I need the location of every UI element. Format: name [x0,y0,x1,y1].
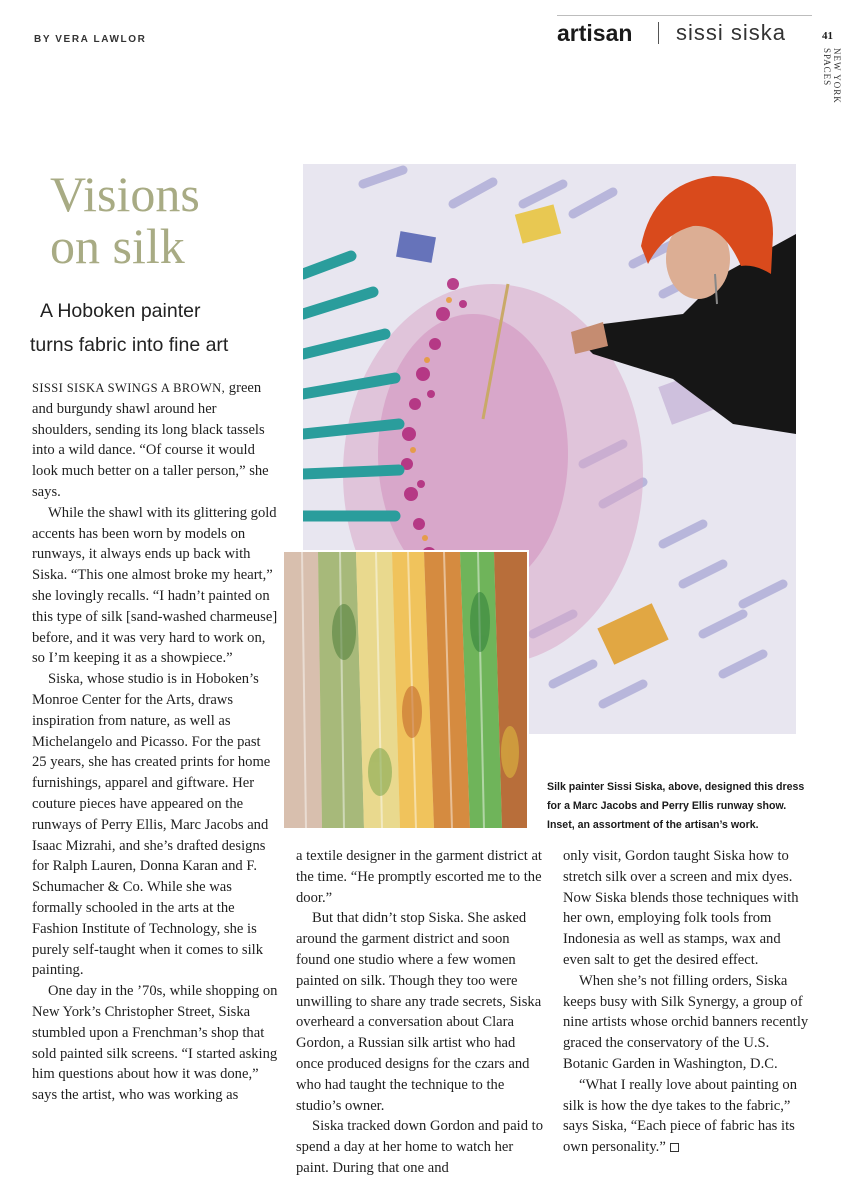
body-paragraph: When she’s not filling orders, Siska keeps busy with Silk Synergy, a group of nine artists whose orchid banners recently graced the conservatory of the U.S. Botanic Garden in Washington, D.C. [563,972,809,1072]
body-paragraph [32,378,278,503]
header-divider [658,22,659,44]
body-text: green and burgundy shawl around her shoulders, sending its long black tassels into a wild dance. “Of course it would look much better on a taller person,” she says. [32,380,269,500]
body-paragraph: Siska tracked down Gordon and paid to spend a day at her home to watch her paint. During that one and [296,1118,544,1176]
lead-in-caps: SISSI SISKA SWINGS A BROWN, [32,381,226,395]
body-column-1 [32,378,278,1106]
deck [30,294,305,362]
inset-photo [282,550,529,830]
body-paragraph: a textile designer in the garment district at the time. “He promptly escorted me to the door.” [296,848,542,906]
body-paragraph: Siska, whose studio is in Hoboken’s Monroe Center for the Arts, draws inspiration from nature, as well as Michelangelo and Picasso. For the past 25 years, she has created prints for home furnishings, apparel and giftware. Her couture pieces have appeared on the runways of Perry Ellis, Marc Jacobs and Isaac Mizrahi, and she’s drafted designs for Ralph Lauren, Donna Karan and F. Schumacher & Co. While she was formally schooled in the arts at the Fashion Institute of Technology, she is purely self-taught when it comes to silk painting. [32,671,271,979]
subject-label: sissi siska [676,20,787,45]
headline-line-2: on silk [50,218,185,274]
deck-line-1: A Hoboken painter [40,300,201,322]
page-number: 41 [822,30,833,42]
body-paragraph: only visit, Gordon taught Siska how to stretch silk over a screen and mix dyes. Now Siska blends those techniques with her own, employing folk tools from Indonesia as well as stamps, wax and even salt to get the desired effect. [563,848,799,968]
header-rule [557,15,812,16]
photo-caption: Silk painter Sissi Siska, above, designed this dress for a Marc Jacobs and Perry Ellis runway show. Inset, an assortment of the artisan’s work. [547,781,805,831]
byline: BY VERA LAWLOR [34,34,147,45]
body-paragraph: One day in the ’70s, while shopping on New York’s Christopher Street, Siska stumbled upon a Frenchman’s shop that sold painted silk screens. “I started asking him questions about how it was done,” says the artist, who was working as [32,983,278,1104]
body-column-3 [563,846,811,1158]
body-paragraph: While the shawl with its glittering gold accents has been worn by models on runways, it always ends up back with Siska. “This one almost broke my heart,” she lovingly recalls. “I hadn’t painted on this type of silk [sand-washed charmeuse] before, and it was very hard to work on, so I’m keeping it as a showpiece.” [32,504,278,667]
magazine-name: NEW YORK SPACES [822,48,842,104]
deck-line-2: turns fabric into fine art [30,334,229,356]
body-paragraph [563,1075,811,1158]
headline [50,168,290,272]
body-paragraph: But that didn’t stop Siska. She asked around the garment district and soon found one studio where a few women painted on silk. Though they too were unwilling to share any trade secrets, Siska overheard a conversation about Clara Gordon, a Russian silk artist who had once produced designs for the czars and who had taught the technique to the studio’s owner. [296,910,542,1114]
body-column-2 [296,846,544,1179]
headline-line-1: Visions [50,166,200,222]
section-label: artisan [557,20,633,46]
body-text: “What I really love about painting on silk is how the dye takes to the fabric,” says Siska, “Each piece of fabric has its own personality.” [563,1076,798,1156]
end-mark-icon [670,1143,679,1152]
